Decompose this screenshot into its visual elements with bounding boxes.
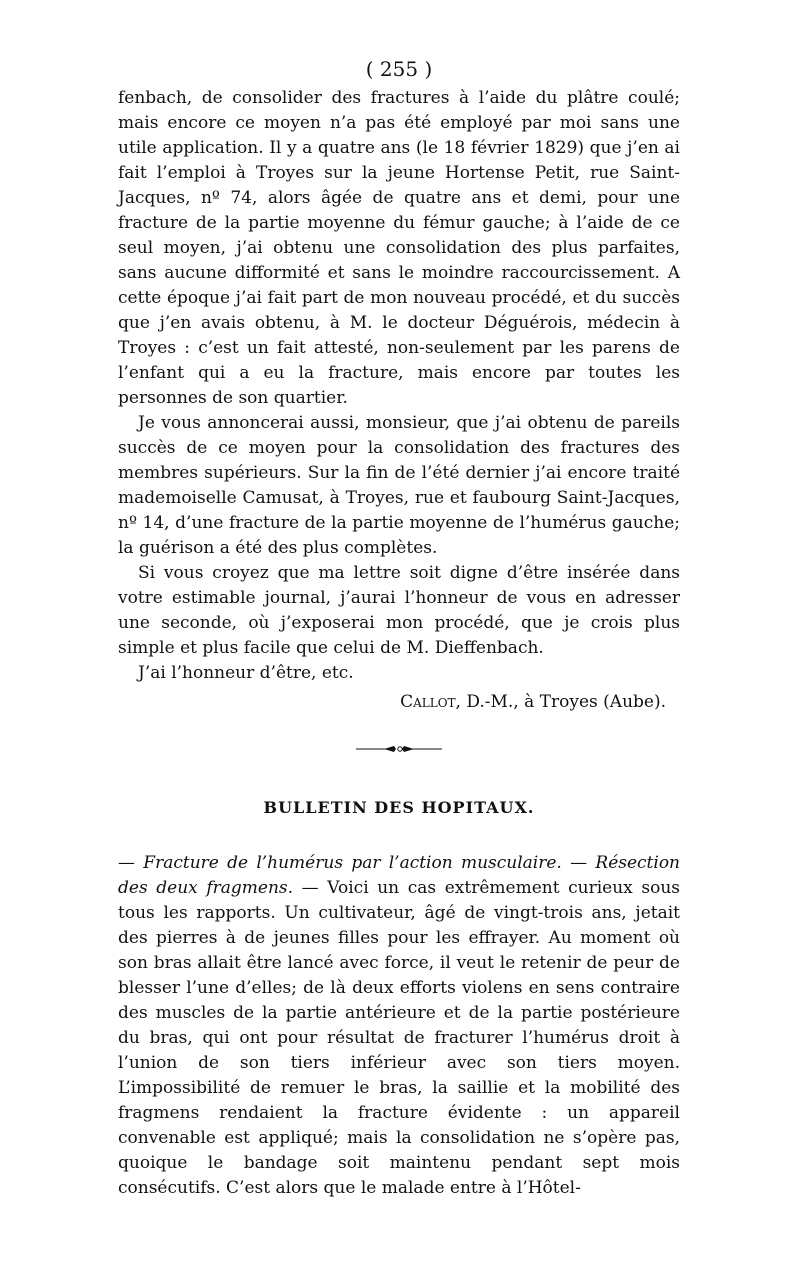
letter-paragraph-2: Je vous annoncerai aussi, monsieur, que j’ai obtenu de pareils succès de ce moyen pour la consolidation des fractures des membres supérieurs. Sur la fin de l’été dernier j’ai encore traité mademoiselle Camusat, à Troyes, rue et faubourg Saint-Jacques, nº 14, d’une fracture de la partie moyenne de l’humérus gauche; la guérison a été des plus complètes.: [118, 413, 680, 558]
separator-ornament-icon: [354, 744, 444, 754]
ornamental-separator: [118, 739, 680, 758]
case-lead-dash: —: [118, 853, 144, 873]
case-after-dash: —: [293, 878, 328, 898]
section-title: BULLETIN DES HOPITAUX.: [263, 798, 535, 817]
signature-details: , D.-M., à Troyes (Aube).: [455, 692, 666, 712]
page-number: ( 255 ): [365, 57, 433, 81]
signature: [118, 690, 666, 715]
letter-paragraph-3: Si vous croyez que ma lettre soit digne d’être insérée dans votre estimable journal, j’aurai l’honneur de vous en adresser une seconde, où j’exposerai mon procédé, que je crois plus simple et plus facile que celui de M. Dieffenbach.: [118, 563, 680, 658]
case-body: Voici un cas extrêmement curieux sous tous les rapports. Un cultivateur, âgé de vingt-trois ans, jetait des pierres à de jeunes filles pour les effrayer. Au moment où son bras allait être lancé avec force, il veut le retenir de peur de blesser l’une d’elles; de là deux efforts violens en sens contraire des muscles de la partie antérieure et de la partie postérieure du bras, qui ont pour résultat de fracturer l’humérus droit à l’union de son tiers inférieur avec son tiers moyen. L’impossibilité de remuer le bras, la saillie et la mobilité des fragmens rendaient la fracture évidente : un appareil convenable est appliqué; mais la consolidation ne s’opère pas, quoique le bandage soit maintenu pendant sept mois consécutifs. C’est alors que le malade entre à l’Hôtel-: [118, 878, 681, 1198]
signature-name: Callot: [400, 692, 456, 712]
case-heading-resection: Résection des deux fragmens.: [118, 853, 681, 898]
letter-paragraph-1: fenbach, de consolider des fractures à l’aide du plâtre coulé; mais encore ce moyen n’a pas été employé par moi sans une utile application. Il y a quatre ans (le 18 février 1829) que j’en ai fait l’emploi à Troyes sur la jeune Hortense Petit, rue Saint-Jacques, nº 74, alors âgée de quatre ans et demi, pour une fracture de la partie moyenne du fémur gauche; à l’aide de ce seul moyen, j’ai obtenu une consolidation des plus parfaites, sans aucune difformité et sans le moindre raccourcissement. A cette époque j’ai fait part de mon nouveau procédé, et du succès que j’en avais obtenu, à M. le docteur Déguérois, médecin à Troyes : c’est un fait attesté, non-seulement par les parens de l’enfant qui a eu la fracture, mais encore par toutes les personnes de son quartier.: [118, 88, 680, 408]
case-report: [118, 851, 680, 1201]
case-heading-fracture: Fracture de l’humérus par l’action musculaire.: [143, 853, 562, 873]
case-mid-dash: —: [561, 853, 596, 873]
letter-closing: J’ai l’honneur d’être, etc.: [138, 663, 354, 683]
document-page: [118, 56, 680, 1201]
